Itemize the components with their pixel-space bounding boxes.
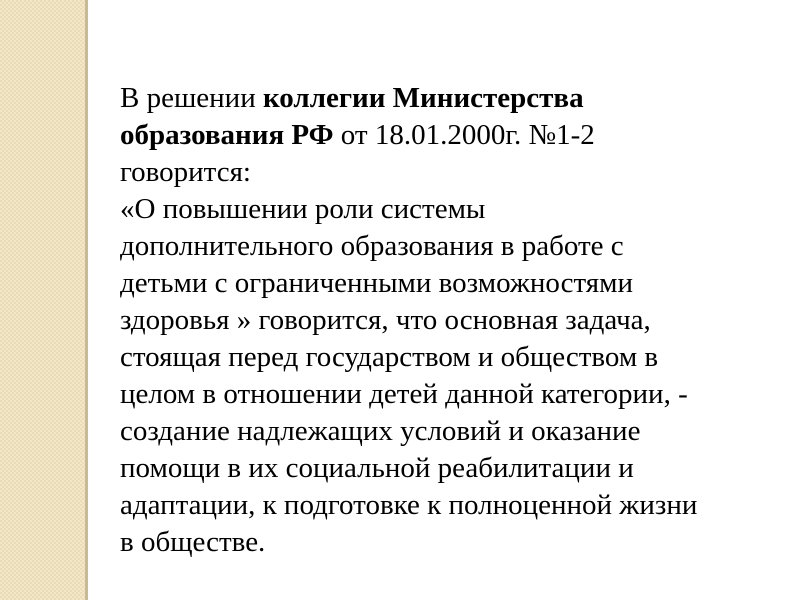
text-segment: детьми с ограниченными возможностями xyxy=(120,267,633,299)
text-segment: коллегии Министерства xyxy=(262,82,584,114)
text-segment: здоровья » говорится, что основная задача, xyxy=(120,304,651,336)
decorative-left-strip xyxy=(0,0,88,600)
text-line xyxy=(120,524,780,561)
text-segment: говорится: xyxy=(120,156,251,188)
text-line xyxy=(120,376,780,413)
text-segment: целом в отношении детей данной категории, - xyxy=(120,378,688,410)
text-segment: от 18.01.2000г. №1-2 xyxy=(333,119,595,151)
text-line xyxy=(120,487,780,524)
text-line xyxy=(120,191,780,228)
text-segment: дополнительного образования в работе с xyxy=(120,230,624,262)
text-segment: стоящая перед государством и обществом в xyxy=(120,341,659,373)
text-line xyxy=(120,450,780,487)
text-segment: образования РФ xyxy=(120,119,334,151)
text-segment: «О повышении роли системы xyxy=(120,193,486,225)
text-segment: адаптации, к подготовке к полноценной жизни xyxy=(120,489,698,521)
slide-body-text xyxy=(120,80,780,561)
text-line xyxy=(120,265,780,302)
text-line xyxy=(120,302,780,339)
text-line xyxy=(120,339,780,376)
text-line xyxy=(120,228,780,265)
text-segment: в обществе. xyxy=(120,526,266,558)
text-line xyxy=(120,80,780,117)
text-line xyxy=(120,413,780,450)
text-segment: В решении xyxy=(120,82,263,114)
text-line xyxy=(120,154,780,191)
text-segment: создание надлежащих условий и оказание xyxy=(120,415,641,447)
text-segment: помощи в их социальной реабилитации и xyxy=(120,452,634,484)
text-line xyxy=(120,117,780,154)
